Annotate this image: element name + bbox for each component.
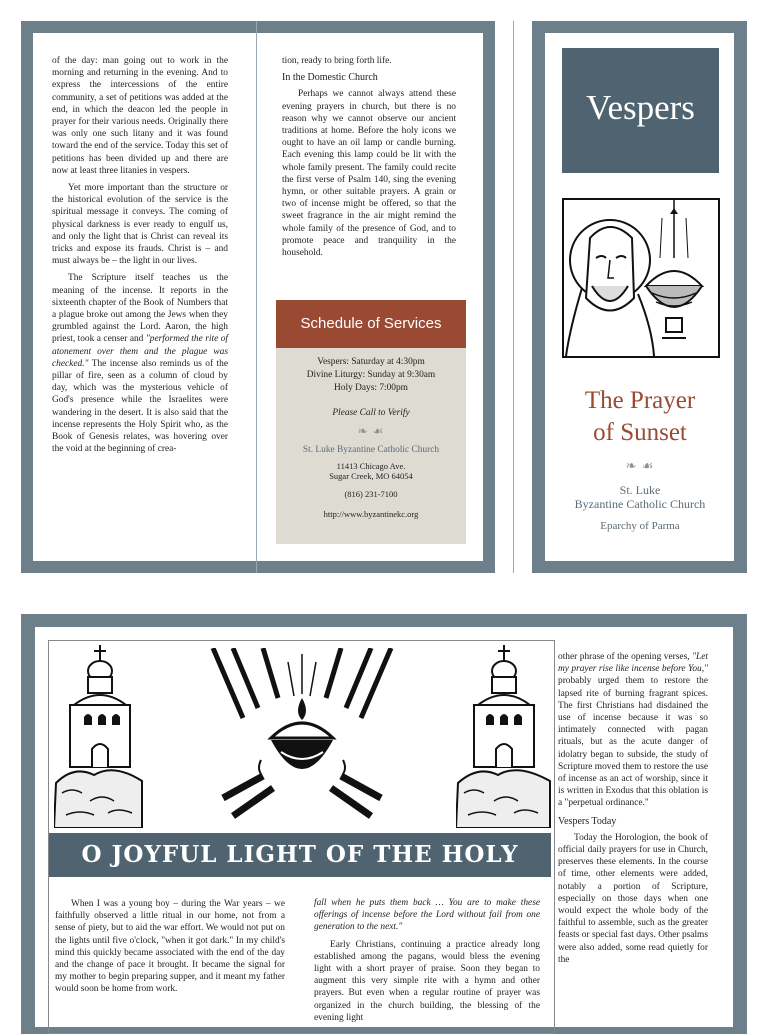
schedule-box	[276, 348, 466, 544]
fold-line-center	[513, 21, 514, 573]
cover-church-line-1: St. Luke	[619, 483, 661, 497]
candles-drawing	[203, 648, 401, 824]
inside-left-column	[55, 898, 285, 996]
banner-title: O JOYFUL LIGHT OF THE HOLY GLORY	[81, 841, 519, 912]
cover-ornament-icon: ❧ ☙	[625, 458, 655, 473]
church-drawing-left	[54, 643, 144, 828]
inside-right-paragraph-2: Today the Horologion, the book of official daily prayers for use in Church, preserves these elements. In the course of time, other elements were added, notably a portion of Scripture, especially on those days when one would expect the whole body of the faithful to assemble, such as the greater feasts or special fast days. Other psalms were also added, some read quietly for the	[558, 832, 708, 965]
schedule-title: Schedule of Services	[300, 315, 442, 332]
panel2-continuation: tion, ready to bring forth life.	[282, 56, 392, 66]
panel1-paragraph-3: The Scripture itself teaches us the meaning of the incense. It reports in the sixteenth chapter of the Book of Numbers that a plague broke out among the Jews when they grumbled against the Lord. Aaron, the high priest, took a censer and "performed the rite of atonement over them and the plague was checked." The incense also reminds us of the pillar of fire, seen as a column of cloud by day, which was the mysterious vehicle of God's presence while the Israelites were wandering in the desert. It is also said that the incense represents the Holy Spirit who, as the Book of Genesis relates, was hovering over the void at the beginning of crea-	[52, 273, 228, 455]
schedule-header	[276, 300, 466, 348]
panel2-column	[282, 55, 456, 259]
cover-title: Vespers	[586, 88, 695, 127]
domestic-church-paragraph: Perhaps we cannot always attend these evening prayers in church, but there is no reason why we cannot observe our ancient traditions at home. Before the holy icons we ought to have an oil lamp or candle burning. Each evening this lamp could be lit with the whole family present. The family could recite the first verse of Psalm 140, sing the evening hymn, or other suitable prayers. A grain or two of incense might be offered, so that the sweet fragrance in the air might remind the whole family of the presence of God, and to promote peace and tranquility in the household.	[282, 89, 456, 259]
panel1-column	[52, 55, 228, 456]
liturgy-time: Divine Liturgy: Sunday at 9:30am	[306, 370, 436, 380]
christ-icon-image	[562, 198, 720, 358]
inside-left-paragraph: When I was a young boy – during the War years – we faithfully observed a little ritual in our home, not from a sense of piety, but to aid the war effort. We would not put on the lights until five o'clock, "when it got dark." In my child's mind this quickly became associated with the end of the day and the change of pace it brought. It became the signal for my mother to begin preparing supper, and it meant my father would soon be home from work.	[55, 899, 285, 995]
inside-middle-column	[314, 897, 540, 1024]
inside-middle-paragraph: Early Christians, continuing a practice already long established among the pagans, would bless the evening light with a short prayer of praise. Soon they began to augment this very simple rite with a hymn and other prayers. But even when a regular routine of prayer was organized in the church building, the blessing of the evening light	[314, 939, 540, 1023]
cover-church-line-2: Byzantine Catholic Church	[574, 497, 706, 511]
verify-note: Please Call to Verify	[332, 408, 410, 418]
inside-middle-italic: fall when he puts them back … You are to make these offerings of incense before the Lord without fail from one generation to the next."	[314, 898, 540, 933]
inside-right-column	[558, 651, 708, 966]
inside-right-paragraph-1: other phrase of the opening verses, "Let my prayer rise like incense before You," probably urged them to restore the lapsed rite of burning fragrant spices. The first Christians had disdained the use of incense because it was so intimately connected with pagan rituals, but as the acute danger of idolatry began to subside, the study of Scripture moved them to restore the use of incense as an act of worship, since it is written in Exodus that this oblation is a "perpetual ordinance."	[558, 652, 708, 809]
cover-church	[548, 483, 732, 533]
website-link[interactable]: http://www.byzantinekc.org	[323, 509, 419, 519]
panel1-paragraph-1: of the day: man going out to work in the morning and returning in the evening. And to express the intercessions of the entire community, a set of petitions was added at the end, in which the deacon led the people in prayer for their various needs. Originally there was only one such litany and it was found toward the end of the service. Today this set of petitions has been divided up and there are now at least three litanies in vespers.	[52, 56, 228, 176]
address-line-2: Sugar Creek, MO 64054	[329, 471, 413, 481]
cover-subtitle	[548, 385, 732, 449]
panel1-paragraph-2: Yet more important than the structure or the historical evolution of the service is the spiritual message it conveys. The coming of physical darkness is ever ready to engulf us, and only the light that is Christ can reveal its tricks and expose its frauds. Christ is – and must always be – the light in our lives.	[52, 183, 228, 267]
cover-subtitle-line-2: of Sunset	[593, 419, 687, 446]
vespers-today-heading: Vespers Today	[558, 815, 617, 827]
ornament-icon: ❧ ☙	[357, 424, 385, 438]
domestic-church-heading: In the Domestic Church	[282, 72, 378, 84]
address-line-1: 11413 Chicago Ave.	[336, 461, 406, 471]
church-drawing-right	[456, 643, 552, 828]
holy-days-time: Holy Days: 7:00pm	[334, 383, 408, 393]
title-banner	[49, 833, 551, 912]
fold-line	[256, 21, 257, 573]
schedule-church-name: St. Luke Byzantine Catholic Church	[302, 445, 440, 455]
cover-title-box	[562, 48, 719, 173]
cover-subtitle-line-1: The Prayer	[584, 387, 696, 414]
phone-number: (816) 231-7100	[344, 489, 398, 499]
cover-eparchy: Eparchy of Parma	[600, 520, 680, 532]
vespers-time: Vespers: Saturday at 4:30pm	[317, 357, 425, 367]
